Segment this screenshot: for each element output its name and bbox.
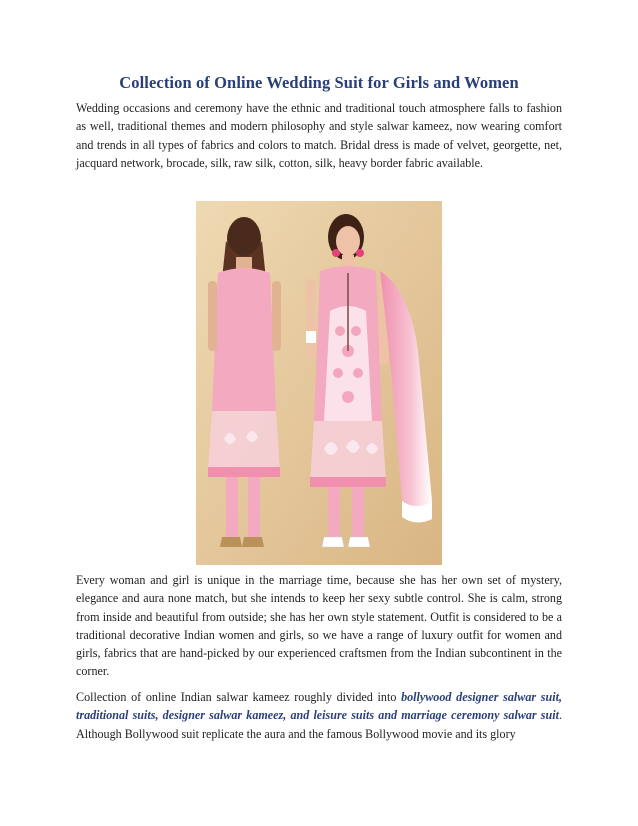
body-paragraph: Every woman and girl is unique in the marriage time, because she has her own set of mystery, elegance and aura none match, but she intends to keep her sexy subtle control. She is calm, strong from inside and beautiful from outside; she has her own style statement. Outfit is considered to be a traditional decorative Indian women and girls, so we have a range of luxury outfit for women and girls, fabrics that are hand-picked by our experienced craftsmen from the Indian subcontinent in the corner. bbox=[76, 573, 562, 679]
closing-paragraph bbox=[76, 688, 562, 743]
closing-tail: . Although Bollywood suit replicate the aura and the famous Bollywood movie and its glory bbox=[76, 708, 562, 741]
closing-lead: Collection of online Indian salwar kameez roughly divided into bbox=[76, 690, 402, 704]
page-title: Collection of Online Wedding Suit for Girls and Women bbox=[119, 73, 519, 92]
intro-paragraph: Wedding occasions and ceremony have the ethnic and traditional touch atmosphere falls to fashion as well, traditional themes and modern philosophy and style salwar kameez, now wearing comfort and trends in all types of fabrics and colors to match. Bridal dress is made of velvet, georgette, net, jacquard network, brocade, silk, raw silk, cotton, silk, heavy border fabric available. bbox=[76, 101, 562, 170]
category-links: bollywood designer salwar suit, traditional suits, designer salwar kameez, and leisure suits and marriage ceremony salwar suit bbox=[76, 690, 562, 723]
product-photo bbox=[196, 201, 442, 565]
